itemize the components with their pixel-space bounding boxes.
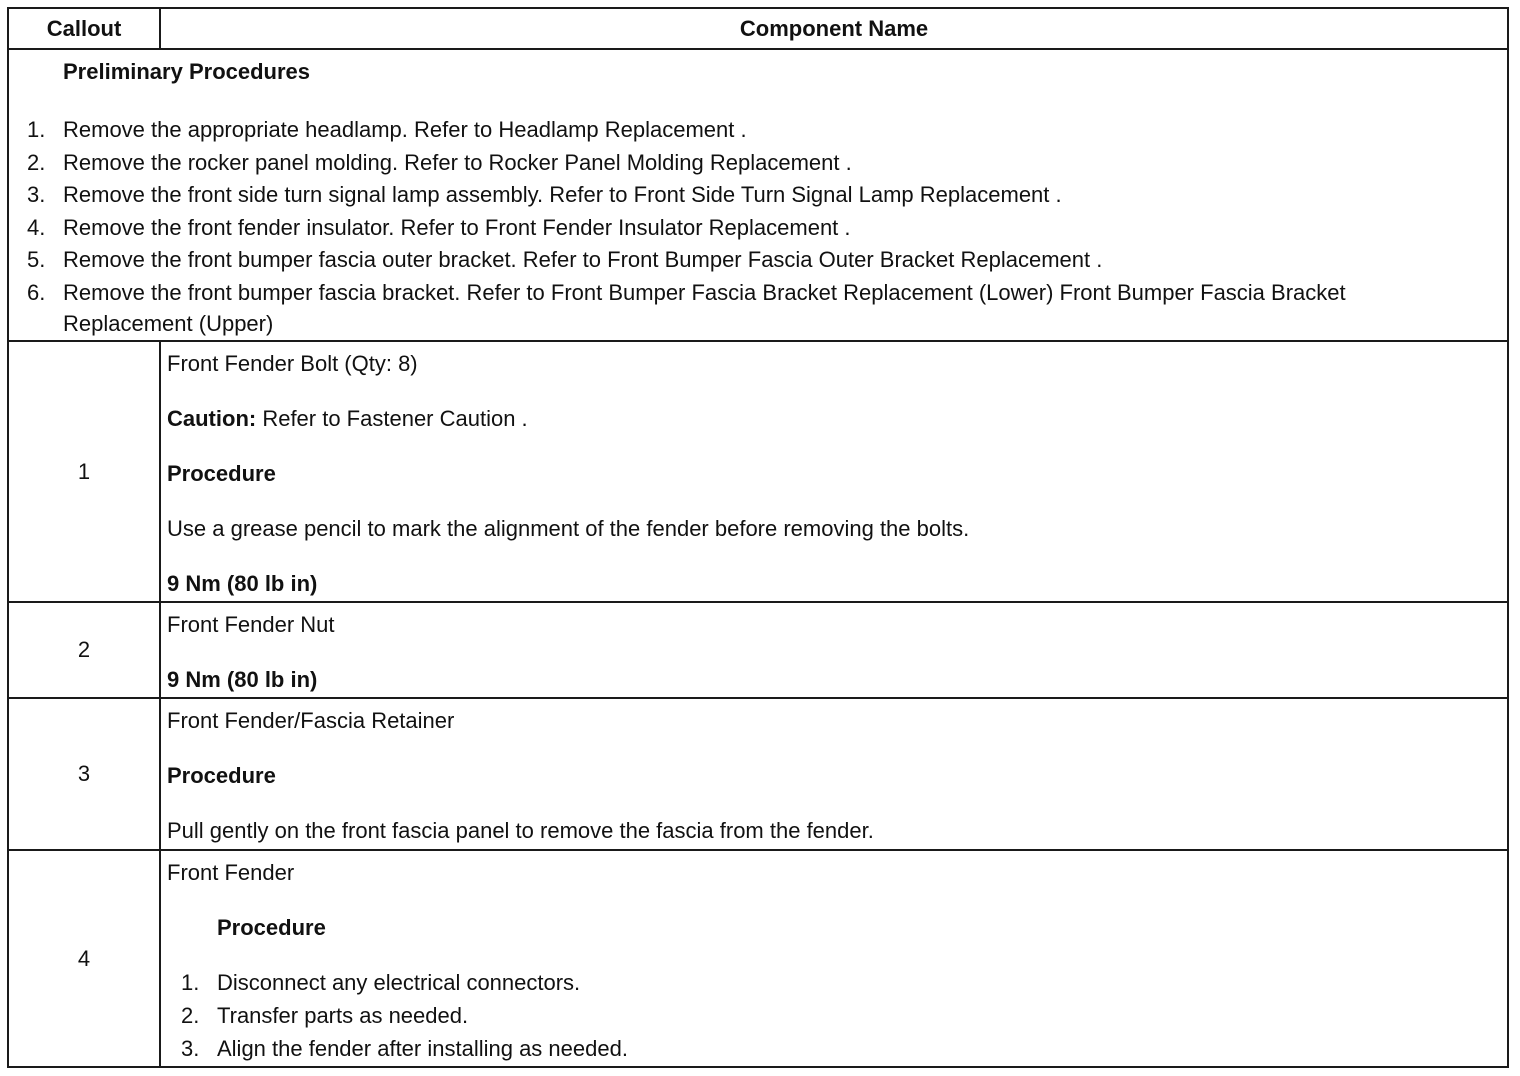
table-row — [8, 698, 1508, 850]
step-text: Remove the rocker panel molding. Refer to Rocker Panel Molding Replacement . — [63, 149, 852, 175]
step-number: 2. — [27, 149, 46, 175]
list-item — [167, 1033, 1507, 1064]
procedure-text: Use a grease pencil to mark the alignment of the fender before removing the bolts. — [167, 516, 970, 541]
procedure-table — [7, 7, 1509, 1068]
component-cell — [160, 850, 1508, 1067]
torque-spec: 9 Nm (80 lb in) — [167, 667, 318, 692]
step-text: Remove the front bumper fascia bracket. Refer to Front Bumper Fascia Bracket Replacement (Lower) Front Bumper Fascia Bracket Replacement (Upper) — [63, 279, 1346, 336]
table-row — [8, 850, 1508, 1067]
procedure-text: Pull gently on the front fascia panel to remove the fascia from the fender. — [167, 818, 874, 843]
step-number: 1. — [181, 970, 200, 995]
callout-number: 3 — [8, 698, 160, 850]
component-name: Front Fender/Fascia Retainer — [167, 708, 455, 733]
caution-line — [167, 403, 1507, 434]
step-number: 4. — [27, 214, 46, 240]
list-item — [9, 147, 1507, 178]
callout-column-header: Callout — [8, 8, 160, 49]
step-text: Remove the front fender insulator. Refer to Front Fender Insulator Replacement . — [63, 214, 851, 240]
step-number: 3. — [181, 1036, 200, 1061]
step-number: 1. — [27, 117, 46, 142]
step-number: 6. — [27, 279, 46, 305]
table-row — [8, 341, 1508, 602]
step-text: Remove the front bumper fascia outer bracket. Refer to Front Bumper Fascia Outer Bracket Replacement . — [63, 247, 1103, 272]
procedure-heading: Procedure — [217, 915, 326, 940]
component-cell — [160, 602, 1508, 698]
step-text: Disconnect any electrical connectors. — [217, 970, 581, 995]
step-number: 5. — [27, 247, 46, 272]
component-name: Front Fender Bolt (Qty: 8) — [167, 351, 418, 376]
callout-number: 1 — [8, 341, 160, 602]
step-text: Remove the front side turn signal lamp assembly. Refer to Front Side Turn Signal Lamp Replacement . — [63, 182, 1062, 207]
procedure-steps-list — [167, 967, 1507, 1064]
procedure-heading: Procedure — [167, 461, 276, 486]
preliminary-procedures-row — [8, 49, 1508, 341]
preliminary-procedures-title: Preliminary Procedures — [63, 59, 311, 84]
list-item — [9, 212, 1507, 243]
step-text: Align the fender after installing as needed. — [217, 1036, 628, 1061]
component-cell — [160, 698, 1508, 850]
step-text: Remove the appropriate headlamp. Refer to Headlamp Replacement . — [63, 117, 747, 142]
component-name-column-header: Component Name — [160, 8, 1508, 49]
table-header-row — [8, 8, 1508, 49]
preliminary-steps-list — [9, 114, 1507, 339]
preliminary-procedures-cell — [8, 49, 1508, 341]
component-name: Front Fender Nut — [167, 612, 335, 637]
component-cell — [160, 341, 1508, 602]
caution-text: Refer to Fastener Caution . — [256, 406, 528, 431]
component-name: Front Fender — [167, 860, 295, 885]
list-item — [167, 1000, 1507, 1031]
table-row — [8, 602, 1508, 698]
list-item — [9, 244, 1507, 275]
callout-number: 2 — [8, 602, 160, 698]
step-text: Transfer parts as needed. — [217, 1003, 469, 1028]
list-item — [9, 114, 1507, 145]
step-number: 3. — [27, 182, 46, 207]
list-item — [9, 179, 1507, 210]
caution-label: Caution: — [167, 406, 257, 431]
callout-number: 4 — [8, 850, 160, 1067]
list-item — [167, 967, 1507, 998]
step-number: 2. — [181, 1003, 200, 1028]
torque-spec: 9 Nm (80 lb in) — [167, 571, 318, 596]
procedure-heading: Procedure — [167, 763, 276, 788]
list-item — [9, 277, 1507, 339]
